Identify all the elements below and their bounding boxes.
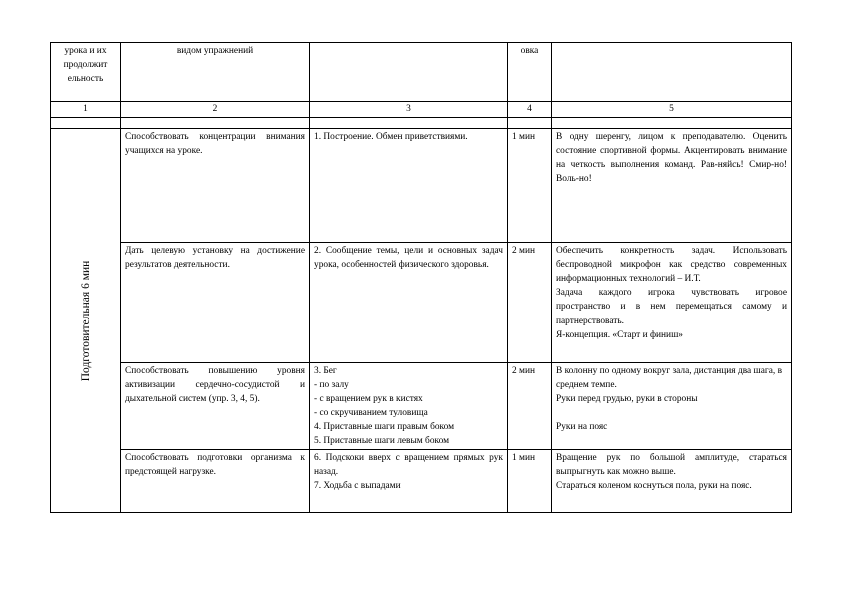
content-line: - по залу <box>314 380 349 390</box>
content-cell <box>310 243 508 363</box>
column-number: 4 <box>508 102 552 118</box>
notes-line <box>556 406 787 420</box>
notes-line: В колонну по одному вокруг зала, дистанция два шага, в среднем темпе. <box>556 366 783 390</box>
header-cell-content <box>310 43 508 102</box>
spacer-cell <box>508 118 552 129</box>
notes-cell <box>552 363 792 450</box>
content-line: 4. Приставные шаги правым боком <box>314 422 455 432</box>
content-line: 7. Ходьба с выпадами <box>314 481 401 491</box>
goal-cell: Дать целевую установку на достижение результатов деятельности. <box>121 243 310 363</box>
time-cell: 2 мин <box>508 243 552 363</box>
content-cell <box>310 450 508 513</box>
header-cell-stage <box>51 43 121 102</box>
spacer-cell <box>552 118 792 129</box>
content-cell <box>310 129 508 243</box>
content-line: 6. Подскоки вверх с вращением прямых рук назад. <box>314 453 503 477</box>
time-cell: 1 мин <box>508 129 552 243</box>
table-row <box>51 363 792 450</box>
content-line: - со скручиванием туловища <box>314 408 428 418</box>
table-header-row <box>51 43 792 102</box>
spacer-row <box>51 118 792 129</box>
header-cell-notes <box>552 43 792 102</box>
notes-line: Задача каждого игрока чувствовать игровое пространство и в нем перемещаться самому и партнерствовать. <box>556 288 787 326</box>
content-line: 2. Сообщение темы, цели и основных задач урока, особенностей физического здоровья. <box>314 246 503 270</box>
content-line: 5. Приставные шаги левым боком <box>314 436 450 446</box>
column-number: 2 <box>121 102 310 118</box>
goal-cell: Способствовать повышению уровня активизации сердечно-сосудистой и дыхательной систем (упр. 3, 4, 5). <box>121 363 310 450</box>
notes-line: Руки на пояс <box>556 422 608 432</box>
spacer-cell <box>51 118 121 129</box>
section-cell <box>51 129 121 513</box>
time-cell: 1 мин <box>508 450 552 513</box>
content-line: 3. Бег <box>314 366 337 376</box>
notes-cell <box>552 243 792 363</box>
notes-line: В одну шеренгу, лицом к преподавателю. Оценить состояние спортивной формы. Акцентировать внимание на четкость выполнения команд. Рав-няйсь! Смир-но! Воль-но! <box>556 132 787 184</box>
header-stage-line: продолжит <box>63 60 108 70</box>
notes-line: Руки перед грудью, руки в стороны <box>556 394 698 404</box>
column-number: 5 <box>552 102 792 118</box>
content-line: - с вращением рук в кистях <box>314 394 423 404</box>
section-label: Подготовительная 6 мин <box>79 260 92 381</box>
notes-line: Вращение рук по большой амплитуде, стараться выпрыгнуть как можно выше. <box>556 453 787 477</box>
table-row <box>51 450 792 513</box>
column-number: 3 <box>310 102 508 118</box>
spacer-cell <box>310 118 508 129</box>
header-cell-dosage: овка <box>508 43 552 102</box>
goal-cell: Способствовать подготовки организма к предстоящей нагрузке. <box>121 450 310 513</box>
goal-cell: Способствовать концентрации внимания учащихся на уроке. <box>121 129 310 243</box>
spacer-cell <box>121 118 310 129</box>
content-cell <box>310 363 508 450</box>
notes-cell <box>552 129 792 243</box>
header-cell-goal: видом упражнений <box>121 43 310 102</box>
content-line: 1. Построение. Обмен приветствиями. <box>314 132 468 142</box>
time-cell: 2 мин <box>508 363 552 450</box>
notes-cell <box>552 450 792 513</box>
table-row <box>51 243 792 363</box>
notes-line: Я-концепция. «Старт и финиш» <box>556 330 683 340</box>
header-stage-line: урока и их <box>64 46 107 56</box>
notes-line: Стараться коленом коснуться пола, руки на пояс. <box>556 481 752 491</box>
column-number-row <box>51 102 792 118</box>
lesson-plan-table <box>50 42 792 513</box>
table-row <box>51 129 792 243</box>
header-stage-line: ельность <box>67 74 104 84</box>
notes-line: Обеспечить конкретность задач. Использовать беспроводной микрофон как средство современных информационных технологий – И.Т. <box>556 246 787 284</box>
column-number: 1 <box>51 102 121 118</box>
